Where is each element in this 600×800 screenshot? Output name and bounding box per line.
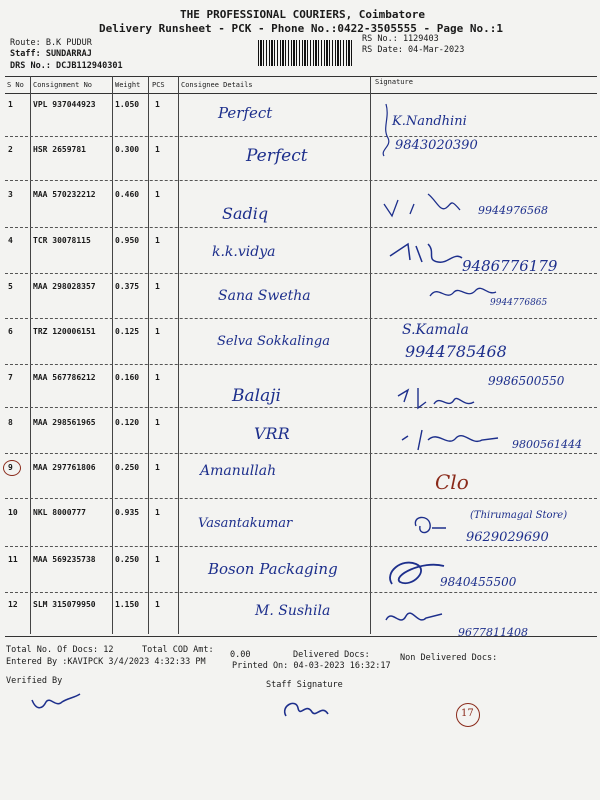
staff-signature xyxy=(276,696,332,724)
row-pcs: 1 xyxy=(155,282,160,291)
row-consignee: VRR xyxy=(254,424,290,443)
row-phone: 9986500550 xyxy=(488,374,565,388)
signature-scribble-12 xyxy=(382,604,452,634)
row-consignee: Perfect xyxy=(246,146,308,166)
row-consignment-no: MAA 298561965 xyxy=(33,418,96,427)
entered-by: Entered By :KAVIPCK 3/4/2023 4:32:33 PM xyxy=(6,657,206,667)
col-divider xyxy=(178,76,179,634)
row-consignee: k.k.vidya xyxy=(212,244,276,260)
row-sno: 12 xyxy=(8,600,18,609)
row-consignee: Vasantakumar xyxy=(198,516,293,531)
row-signature: S.Kamala xyxy=(402,322,469,338)
staff-signature-label: Staff Signature xyxy=(266,680,343,690)
row-divider xyxy=(5,453,597,454)
row-sno: 7 xyxy=(8,373,13,382)
row-weight: 0.935 xyxy=(115,508,140,517)
row-weight: 0.250 xyxy=(115,555,140,564)
row-sno: 4 xyxy=(8,236,13,245)
col-header-pcs: PCS xyxy=(152,81,165,89)
table-top-rule xyxy=(5,76,597,77)
row-signature: (Thirumagal Store) xyxy=(470,510,568,521)
row-sno: 9 xyxy=(8,463,13,472)
row-sno: 1 xyxy=(8,100,13,109)
row-weight: 0.250 xyxy=(115,463,140,472)
row-consignment-no: NKL 8000777 xyxy=(33,508,86,517)
row-consignment-no: MAA 569235738 xyxy=(33,555,96,564)
total-docs: Total No. Of Docs: 12 xyxy=(6,645,114,655)
row-sno: 2 xyxy=(8,145,13,154)
row-consignee: Sana Swetha xyxy=(218,288,311,304)
row-weight: 0.160 xyxy=(115,373,140,382)
row-weight: 1.050 xyxy=(115,100,140,109)
row-consignment-no: MAA 567786212 xyxy=(33,373,96,382)
col-header-sno: S No xyxy=(7,81,24,89)
row-phone: 9840455500 xyxy=(440,575,517,589)
signature-scribble-11 xyxy=(382,554,452,594)
row-pcs: 1 xyxy=(155,190,160,199)
row-weight: 0.375 xyxy=(115,282,140,291)
row-consignee: Selva Sokkalinga xyxy=(217,334,330,349)
row-sno: 10 xyxy=(8,508,18,517)
row-pcs: 1 xyxy=(155,600,160,609)
row-consignment-no: MAA 297761806 xyxy=(33,463,96,472)
total-cod-label: Total COD Amt: xyxy=(142,645,214,655)
row-weight: 0.460 xyxy=(115,190,140,199)
row-pcs: 1 xyxy=(155,463,160,472)
row-pcs: 1 xyxy=(155,236,160,245)
table-header-rule xyxy=(5,93,597,94)
row-consignee: Balaji xyxy=(232,386,281,406)
row-divider xyxy=(5,318,597,319)
row-consignee: M. Sushila xyxy=(255,603,331,619)
signature-scribble-1 xyxy=(372,98,412,158)
row-weight: 0.120 xyxy=(115,418,140,427)
row-divider xyxy=(5,546,597,547)
row-phone: 9944976568 xyxy=(478,204,548,217)
row-consignee: Sadiq xyxy=(222,204,269,223)
signature-scribble-5 xyxy=(428,282,498,304)
row-phone: 9486776179 xyxy=(462,257,558,275)
verified-by-label: Verified By xyxy=(6,676,63,686)
row-consignment-no: TRZ 120006151 xyxy=(33,327,96,336)
row-divider xyxy=(5,407,597,408)
row-phone: 9677811408 xyxy=(458,626,528,639)
barcode xyxy=(258,40,353,66)
row-phone: 9800561444 xyxy=(512,438,582,451)
row-sno: 5 xyxy=(8,282,13,291)
row-divider xyxy=(5,498,597,499)
page-mark: 17 xyxy=(461,708,474,719)
row-divider xyxy=(5,592,597,593)
total-cod-value: 0.00 xyxy=(230,650,251,660)
col-divider xyxy=(112,76,113,634)
signature-scribble-3 xyxy=(380,190,480,220)
row-signature: K.Nandhini xyxy=(392,114,467,129)
row-divider xyxy=(5,364,597,365)
col-divider xyxy=(148,76,149,634)
rs-date: RS Date: 04-Mar-2023 xyxy=(362,45,465,55)
signature-scribble-7 xyxy=(394,382,484,416)
signature-scribble-8 xyxy=(398,426,508,452)
col-header-weight: Weight xyxy=(115,81,141,89)
row-pcs: 1 xyxy=(155,418,160,427)
row-phone: 9944776865 xyxy=(490,298,548,308)
row-divider xyxy=(5,136,597,137)
row-consignment-no: HSR 2659781 xyxy=(33,145,86,154)
col-header-consignment: Consignment No xyxy=(33,81,93,89)
col-header-signature: Signature xyxy=(375,78,413,86)
row-weight: 0.125 xyxy=(115,327,140,336)
row-consignment-no: MAA 298028357 xyxy=(33,282,96,291)
row-consignee: Boson Packaging xyxy=(208,560,338,578)
row-pcs: 1 xyxy=(155,327,160,336)
row-phone: 9944785468 xyxy=(405,342,507,361)
row-phone: 9843020390 xyxy=(395,138,478,153)
signature-scribble-4 xyxy=(388,238,468,268)
row-consignment-no: VPL 937044923 xyxy=(33,100,96,109)
printed-on: Printed On: 04-03-2023 16:32:17 xyxy=(232,661,391,671)
company-name: THE PROFESSIONAL COURIERS, Coimbatore xyxy=(180,8,426,21)
row-consignee: Amanullah xyxy=(200,463,277,479)
col-header-consignee: Consignee Details xyxy=(181,81,253,89)
col-divider xyxy=(30,76,31,634)
drs-number: DRS No.: DCJB112940301 xyxy=(10,61,123,71)
row-weight: 0.300 xyxy=(115,145,140,154)
row-pcs: 1 xyxy=(155,145,160,154)
delivered-docs: Delivered Docs: xyxy=(293,650,370,660)
row-sno: 8 xyxy=(8,418,13,427)
row-pcs: 1 xyxy=(155,508,160,517)
staff-label: Staff: SUNDARRAJ xyxy=(10,49,92,59)
row-pcs: 1 xyxy=(155,100,160,109)
row-sno: 6 xyxy=(8,327,13,336)
non-delivered-docs: Non Delivered Docs: xyxy=(400,653,498,663)
row-pcs: 1 xyxy=(155,373,160,382)
rs-number: RS No.: 1129403 xyxy=(362,34,439,44)
row-sno: 11 xyxy=(8,555,18,564)
row-consignment-no: SLM 315079950 xyxy=(33,600,96,609)
runsheet-title: Delivery Runsheet - PCK - Phone No.:0422-3505555 - Page No.:1 xyxy=(99,22,503,35)
row-pcs: 1 xyxy=(155,555,160,564)
signature-scribble-10 xyxy=(410,512,450,538)
verifier-signature xyxy=(28,690,82,712)
row-consignment-no: TCR 30078115 xyxy=(33,236,91,245)
row-consignment-no: MAA 570232212 xyxy=(33,190,96,199)
row-weight: 1.150 xyxy=(115,600,140,609)
col-divider xyxy=(370,76,371,634)
row-divider xyxy=(5,180,597,181)
row-weight: 0.950 xyxy=(115,236,140,245)
row-sno: 3 xyxy=(8,190,13,199)
row-divider xyxy=(5,227,597,228)
route-label: Route: B.K PUDUR xyxy=(10,38,92,48)
row-phone: 9629029690 xyxy=(466,530,549,545)
row-consignee: Perfect xyxy=(218,104,273,122)
row-signature: Clo xyxy=(435,470,469,494)
